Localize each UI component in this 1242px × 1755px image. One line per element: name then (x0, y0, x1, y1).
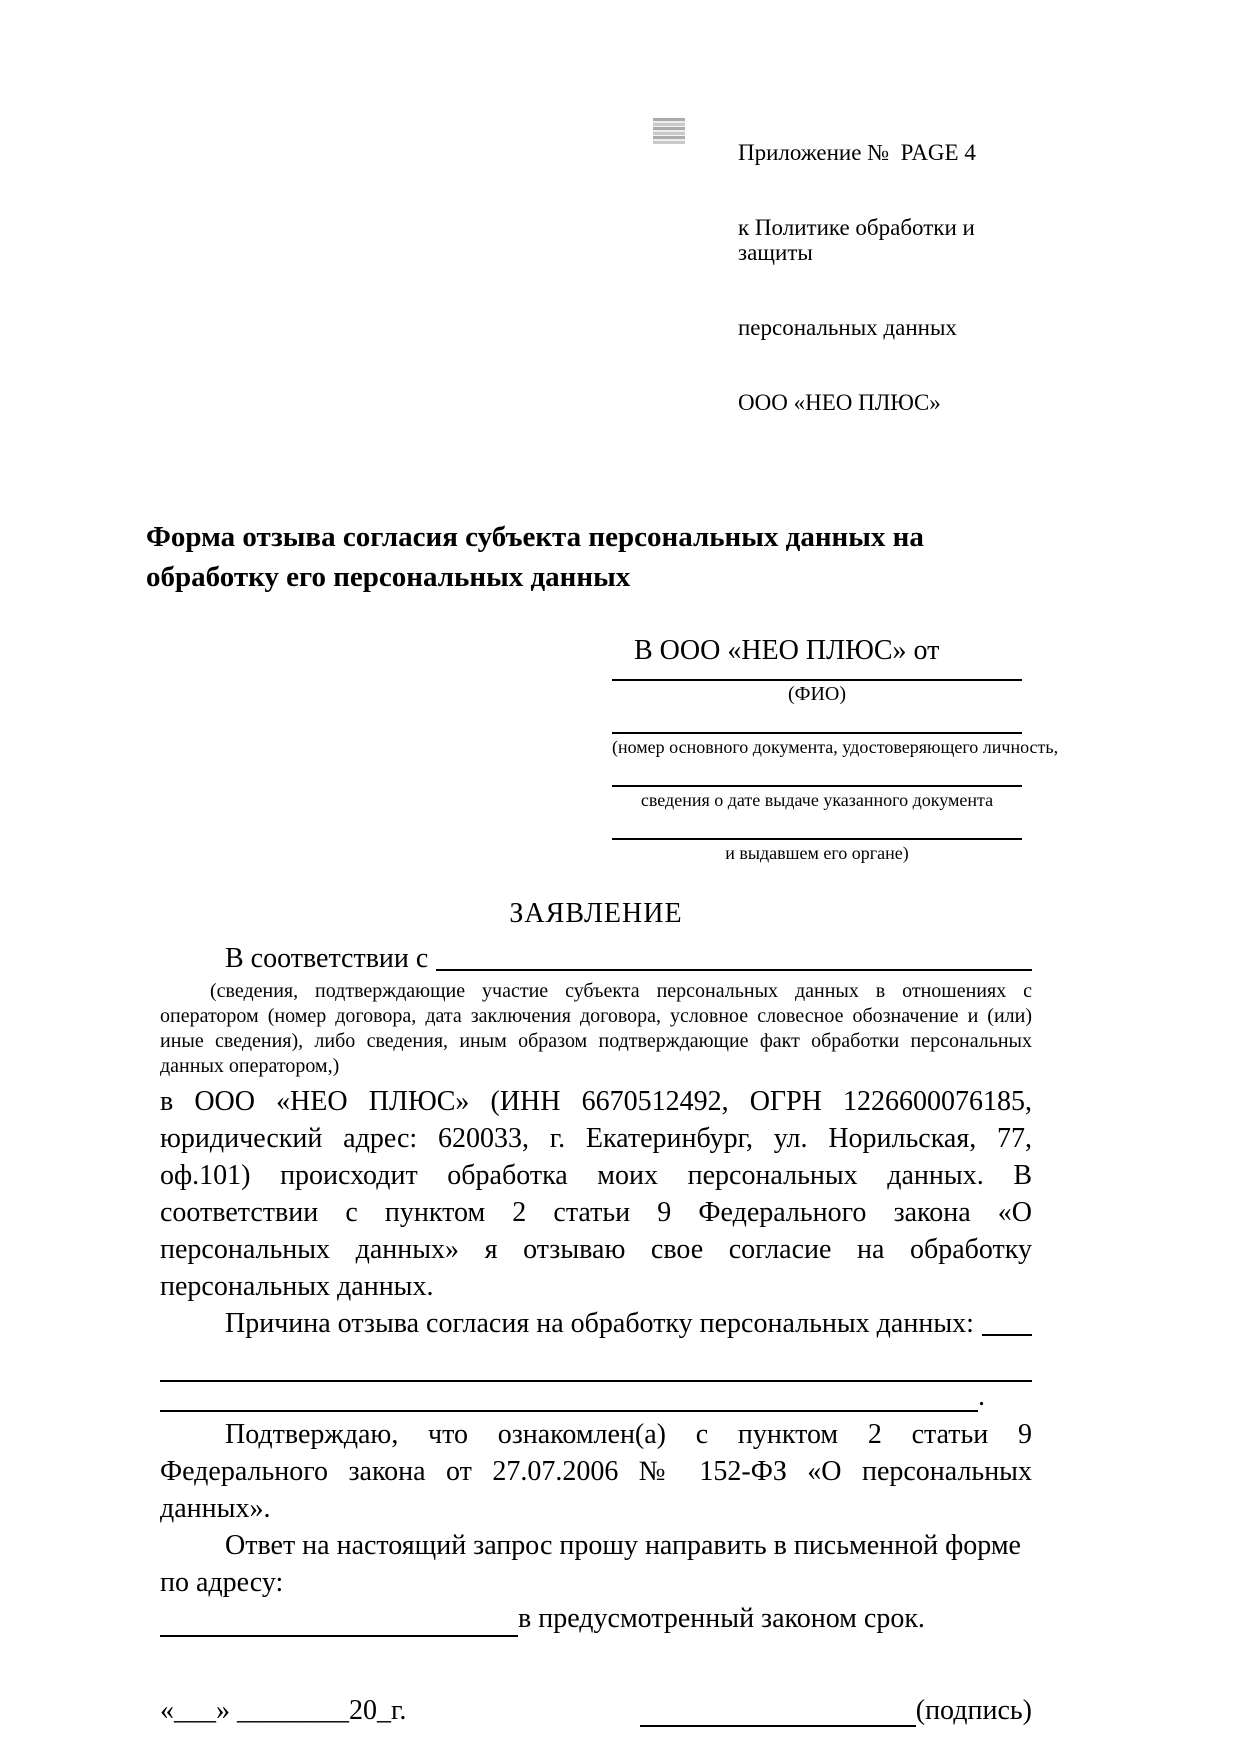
document-title: Форма отзыва согласия субъекта персональных данных на обработку его персональных данных (146, 521, 924, 593)
signature-blank-line (640, 1697, 916, 1727)
header-personal-data-line: персональных данных (738, 315, 957, 340)
embedded-field-thumbnail-icon (653, 118, 685, 144)
date-signature-row (160, 1695, 1032, 1727)
reply-address-blank-line (160, 1607, 518, 1637)
recipient-block (612, 633, 1059, 864)
reason-line (160, 1305, 1032, 1342)
confirmation-paragraph: Подтверждаю, что ознакомлен(а) с пунктом 2 статьи 9 Федерального закона от 27.07.2006 № 152-ФЗ «О персональных данных». (160, 1419, 1032, 1524)
accordance-blank-line (436, 940, 1032, 971)
signature-group (640, 1695, 1032, 1727)
header-policy-line: к Политике обработки и защиты (738, 215, 981, 265)
accordance-footnote: (сведения, подтверждающие участие субъекта персональных данных в отношениях с оператором (номер договора, дата заключения договора, условное словесное обозначение и (или) иные сведения), либо сведения, иным образом подтверждающие факт обработки персональных данных оператором,) (160, 980, 1032, 1077)
signature-caption: (подпись) (915, 1695, 1032, 1726)
reply-sentence-suffix: в предусмотренный законом срок. (518, 1603, 925, 1634)
reason-blank-line-second-row (160, 1382, 1032, 1412)
accordance-prefix: В соответствии с (225, 943, 429, 974)
issue-date-blank-field: сведения о дате выдаче указанного документа (612, 785, 1022, 811)
appendix-header (738, 90, 1032, 465)
date-blank: «___» ________20_г. (160, 1695, 407, 1726)
recipient-to-line: В ООО «НЕО ПЛЮС» от (634, 635, 940, 666)
reason-blank-line-full (160, 1342, 1032, 1382)
reply-address-row (160, 1601, 1032, 1637)
reason-blank-line (982, 1305, 1032, 1336)
reason-blank-line-second (160, 1384, 978, 1412)
fio-blank-field: (ФИО) (612, 679, 1022, 705)
header-company-name: ООО «НЕО ПЛЮС» (738, 390, 941, 415)
main-paragraph: в ООО «НЕО ПЛЮС» (ИНН 6670512492, ОГРН 1226600076185, юридический адрес: 620033, г. Екатеринбург, ул. Норильская, 77, оф.101) происходит обработка моих персональных данных. В соответствии с пунктом 2 статьи 9 Федерального закона «О персональных данных» я отзываю свое согласие на обработку персональных данных. (160, 1086, 1032, 1302)
reply-sentence-prefix: Ответ на настоящий запрос прошу направить в письменной форме по адресу: (160, 1530, 1021, 1598)
document-number-blank-field: (номер основного документа, удостоверяющего личность, (612, 732, 1022, 758)
statement-heading: ЗАЯВЛЕНИЕ (509, 898, 683, 929)
reason-line-period: . (978, 1381, 985, 1412)
issuing-authority-blank-field: и выдавшем его органе) (612, 838, 1022, 864)
accordance-line (160, 940, 1032, 977)
reason-label: Причина отзыва согласия на обработку персональных данных: (225, 1308, 974, 1339)
header-appendix-number: Приложение № PAGE 4 (738, 140, 976, 165)
